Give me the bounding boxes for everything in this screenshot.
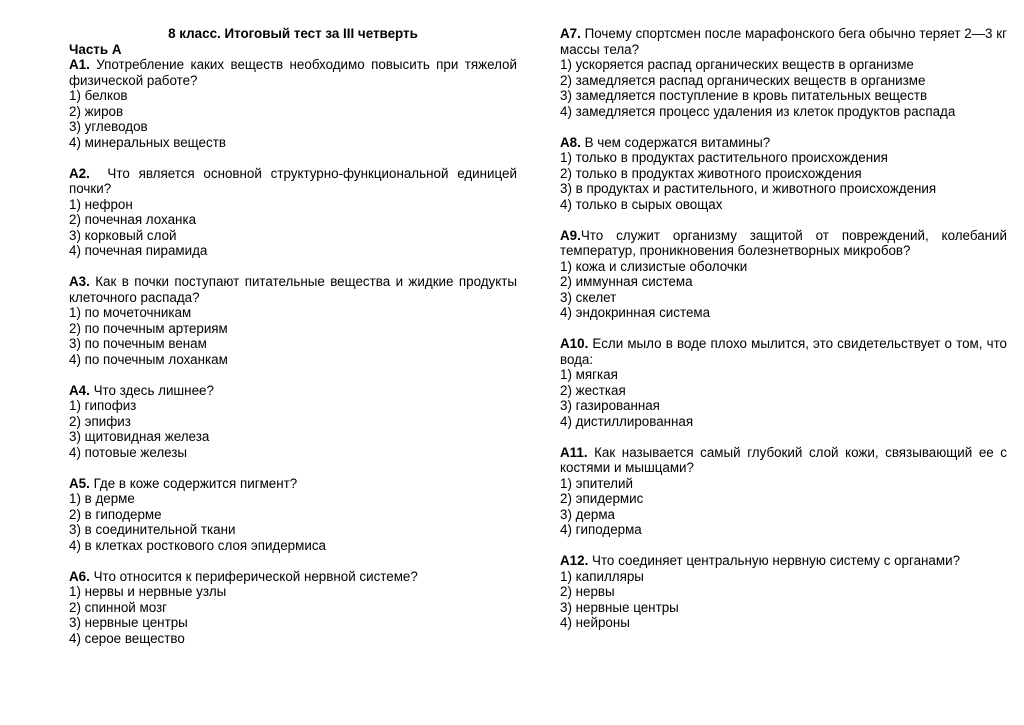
answer-option: 3) корковый слой: [69, 227, 177, 243]
question-text: [69, 569, 517, 585]
question-number: А9.: [560, 227, 581, 243]
question-block: [69, 569, 517, 647]
right-question-list: [560, 26, 1011, 631]
answer-option: 2) нервы: [560, 584, 615, 599]
answer-option: 4) почечная пирамида: [69, 243, 208, 258]
answer-option: 1) в дерме: [69, 491, 135, 506]
question-text: [560, 336, 1011, 367]
answer-option: 3) дерма: [560, 506, 615, 522]
answer-option: 1) мягкая: [560, 367, 618, 382]
question-text: [560, 444, 1011, 476]
question-block: [69, 57, 521, 150]
answer-option: 3) в продуктах и растительного, и животного происхождения: [560, 181, 937, 196]
answer-option: 2) эпидермис: [560, 491, 644, 506]
question-body: Если мыло в воде плохо мылится, это свидетельствует о том, что вода:: [560, 336, 1011, 367]
answer-option: 4) только в сырых овощах: [560, 196, 723, 212]
question-body: Что соединяет центральную нервную систему с органами?: [588, 553, 961, 568]
answer-option: 1) белков: [69, 88, 128, 103]
question-number: А5.: [69, 475, 90, 491]
answer-option: 4) гиподерма: [560, 522, 642, 537]
question-body: Где в коже содержится пигмент?: [89, 475, 298, 491]
question-text: [560, 135, 1007, 151]
answer-option: 2) эпифиз: [69, 413, 131, 429]
question-text: [69, 476, 517, 492]
answer-option: 2) почечная лоханка: [69, 212, 197, 227]
answer-option: 3) нервные центры: [69, 615, 188, 630]
question-number: А10.: [560, 336, 589, 351]
answer-option: 3) скелет: [560, 289, 617, 305]
left-column: [69, 26, 521, 662]
question-body: Как в почки поступают питательные вещества и жидкие продукты клеточного распада?: [69, 274, 521, 305]
question-number: А2.: [69, 165, 90, 181]
question-number: А1.: [69, 57, 90, 72]
right-column: [560, 26, 1011, 646]
question-body: Что относится к периферической нервной системе?: [89, 568, 418, 584]
question-block: [560, 135, 1007, 213]
question-text: [69, 383, 517, 399]
answer-option: 4) серое вещество: [69, 630, 185, 646]
question-block: [560, 553, 1007, 631]
answer-option: 4) нейроны: [560, 615, 630, 630]
answer-option: 2) только в продуктах животного происхождения: [560, 165, 862, 181]
answer-option: 3) щитовидная железа: [69, 429, 210, 444]
question-text: [560, 26, 1011, 57]
answer-option: 1) по мочеточникам: [69, 305, 192, 320]
question-number: А7.: [560, 26, 581, 41]
answer-option: 3) по почечным венам: [69, 336, 207, 351]
question-body: Что служит организму защитой от повреждений, колебаний температур, проникновения болезнетворных микробов?: [560, 227, 1011, 258]
question-body: В чем содержатся витамины?: [580, 134, 771, 150]
question-body: Употребление каких веществ необходимо повысить при тяжелой физической работе?: [69, 57, 521, 88]
answer-option: 4) по почечным лоханкам: [69, 351, 228, 367]
question-body: Что здесь лишнее?: [89, 382, 214, 398]
answer-option: 4) эндокринная система: [560, 305, 711, 320]
question-block: [69, 476, 517, 554]
question-block: [560, 336, 1011, 429]
question-block: [69, 274, 521, 367]
question-number: А6.: [69, 568, 90, 584]
answer-option: 1) только в продуктах растительного происхождения: [560, 150, 888, 165]
answer-option: 2) жиров: [69, 103, 124, 119]
question-block: [560, 444, 1011, 538]
answer-option: 3) в соединительной ткани: [69, 522, 236, 537]
page-title: 8 класс. Итоговый тест за III четверть: [168, 26, 418, 41]
answer-option: 1) кожа и слизистые оболочки: [560, 258, 748, 274]
answer-option: 4) минеральных веществ: [69, 134, 226, 150]
part-heading: Часть А: [69, 41, 122, 57]
question-block: [560, 26, 1011, 119]
answer-option: 2) замедляется распад органических веществ в организме: [560, 72, 926, 88]
question-text: [560, 227, 1011, 259]
answer-option: 1) капилляры: [560, 568, 644, 584]
question-block: [560, 227, 1011, 321]
question-number: А4.: [69, 382, 90, 398]
left-question-list: [69, 57, 521, 646]
answer-option: 3) нервные центры: [560, 599, 679, 615]
question-number: А8.: [560, 134, 581, 150]
question-number: А12.: [560, 553, 589, 568]
question-block: [69, 383, 517, 461]
answer-option: 1) нервы и нервные узлы: [69, 584, 227, 599]
answer-option: 2) жесткая: [560, 382, 626, 398]
answer-option: 1) ускоряется распад органических веществ в организме: [560, 57, 914, 72]
answer-option: 3) газированная: [560, 398, 660, 413]
answer-option: 1) нефрон: [69, 196, 133, 212]
question-text: [69, 57, 521, 88]
answer-option: 1) эпителий: [560, 475, 633, 491]
question-body: Как называется самый глубокий слой кожи, связывающий ее с костями и мышцами?: [560, 444, 1011, 475]
answer-option: 4) дистиллированная: [560, 413, 694, 429]
answer-option: 2) иммунная система: [560, 274, 693, 289]
answer-option: 3) замедляется поступление в кровь питательных веществ: [560, 88, 928, 103]
answer-option: 2) в гиподерме: [69, 506, 162, 522]
question-block: [69, 165, 521, 259]
question-body: Почему спортсмен после марафонского бега обычно теряет 2—3 кг массы тела?: [560, 26, 1011, 57]
answer-option: 4) в клетках росткового слоя эпидермиса: [69, 537, 326, 553]
answer-option: 2) по почечным артериям: [69, 320, 228, 336]
question-text: [69, 165, 521, 197]
answer-option: 2) спинной мозг: [69, 599, 168, 615]
question-body: Что является основной структурно-функциональной единицей почки?: [69, 165, 521, 196]
answer-option: 4) замедляется процесс удаления из клеток продуктов распада: [560, 103, 956, 119]
answer-option: 1) гипофиз: [69, 398, 137, 413]
question-number: А3.: [69, 274, 90, 289]
answer-option: 3) углеводов: [69, 119, 148, 134]
question-text: [560, 553, 1007, 569]
question-text: [69, 274, 521, 305]
answer-option: 4) потовые железы: [69, 444, 188, 460]
question-number: А11.: [560, 444, 588, 460]
